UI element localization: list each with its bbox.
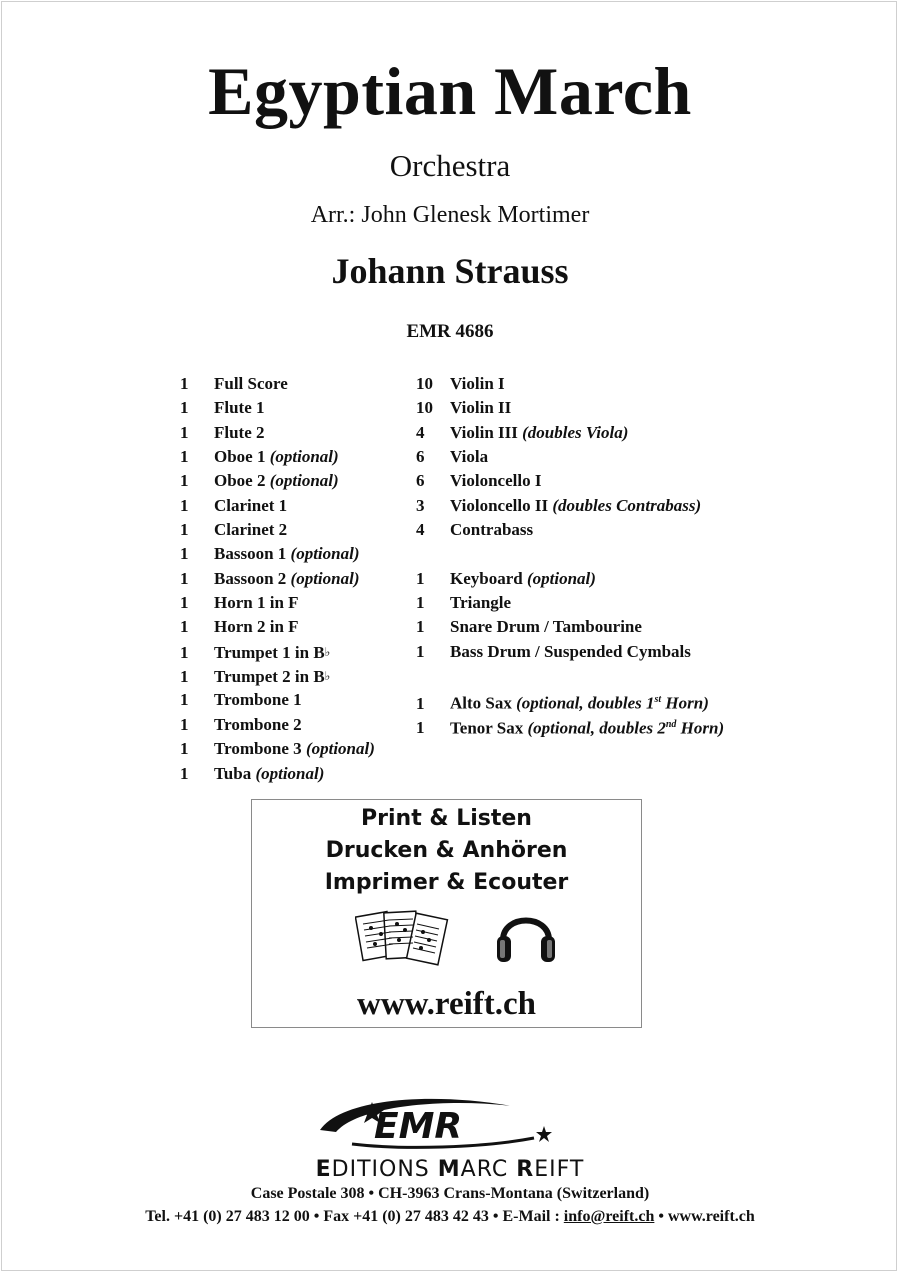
part-row: [416, 640, 724, 664]
part-name: Alto Sax: [450, 694, 517, 714]
part-quantity: 1: [180, 667, 189, 687]
part-row: [416, 445, 724, 469]
part-row: [180, 518, 375, 542]
part-note: (optional): [526, 568, 596, 588]
part-note: (optional, doubles 1: [516, 694, 655, 714]
part-quantity: 4: [416, 422, 425, 442]
part-row: [180, 762, 375, 786]
part-note: (optional): [290, 568, 360, 588]
part-quantity: 6: [416, 447, 425, 467]
part-name: Triangle: [450, 593, 512, 613]
part-row: [180, 615, 375, 639]
part-quantity: 1: [180, 739, 189, 759]
part-quantity: 1: [180, 544, 189, 564]
svg-text:EMR: EMR: [374, 1106, 463, 1147]
publisher-name: EDITIONS MARC REIFT: [315, 1157, 585, 1182]
part-quantity: 1: [416, 593, 425, 613]
part-name: Flute 2: [214, 422, 265, 442]
print-listen-box: [251, 799, 642, 1028]
part-quantity: 1: [180, 520, 189, 540]
part-row: [180, 542, 375, 566]
emr-logo: [312, 1092, 562, 1152]
part-name: Tenor Sax: [450, 718, 528, 738]
ordinal-suffix: nd: [665, 718, 677, 730]
part-quantity: 1: [416, 617, 425, 637]
part-row: [416, 567, 724, 591]
part-note: (doubles Viola): [522, 422, 629, 442]
part-name: Trombone 3: [214, 739, 306, 759]
contact-phone-fax: Tel. +41 (0) 27 483 12 00 • Fax +41 (0) 27 483 42 43 • E-Mail :: [145, 1208, 564, 1225]
part-row: [180, 713, 375, 737]
part-name: Violin II: [450, 398, 512, 418]
part-quantity: 1: [416, 694, 425, 714]
part-row: [416, 688, 724, 712]
parts-list-right: [416, 372, 724, 737]
part-row: [180, 421, 375, 445]
publisher-contact: [0, 1208, 900, 1226]
part-row: [180, 664, 375, 688]
part-quantity: 1: [180, 593, 189, 613]
part-name: Clarinet 1: [214, 495, 288, 515]
promo-line-2: Drucken & Anhören: [325, 838, 568, 863]
part-name: Violoncello I: [450, 471, 542, 491]
promo-website[interactable]: www.reift.ch: [356, 986, 537, 1022]
part-note: (optional): [255, 763, 325, 783]
part-name: Horn 2 in F: [214, 617, 299, 637]
part-row: [416, 664, 724, 688]
part-quantity: 1: [180, 617, 189, 637]
part-note-end: Horn): [676, 718, 725, 738]
part-name: Clarinet 2: [214, 520, 288, 540]
promo-line-1: Print & Listen: [361, 806, 532, 831]
part-row: [416, 591, 724, 615]
part-quantity: 1: [180, 447, 189, 467]
part-quantity: 4: [416, 520, 425, 540]
part-note: (optional): [290, 544, 360, 564]
part-quantity: 1: [180, 422, 189, 442]
part-name: Viola: [450, 447, 489, 467]
part-row: [180, 640, 375, 664]
part-quantity: 1: [180, 568, 189, 588]
part-note: (optional): [269, 447, 339, 467]
part-name: Violin III: [450, 422, 523, 442]
flat-symbol: ♭: [324, 644, 331, 659]
part-name: Violin I: [450, 374, 505, 393]
part-quantity: 1: [416, 641, 425, 661]
contact-email-link[interactable]: info@reift.ch: [563, 1208, 655, 1225]
arranger: Arr.: John Glenesk Mortimer: [310, 202, 590, 228]
part-name: Tuba: [214, 763, 256, 783]
part-row: [180, 737, 375, 761]
part-note: (optional): [269, 471, 339, 491]
publisher-address: Case Postale 308 • CH-3963 Crans-Montana (Switzerland): [250, 1185, 650, 1202]
part-name: Trumpet 2 in B: [214, 667, 325, 687]
part-row: [416, 469, 724, 493]
part-quantity: 10: [416, 374, 433, 393]
part-name: Trombone 2: [214, 714, 302, 734]
part-name: Bassoon 2: [214, 568, 291, 588]
part-name: Oboe 1: [214, 447, 270, 467]
part-name: Oboe 2: [214, 471, 270, 491]
part-name: Bass Drum / Suspended Cymbals: [450, 641, 691, 661]
part-name: Full Score: [214, 374, 288, 393]
part-row: [180, 591, 375, 615]
part-quantity: 1: [180, 642, 189, 662]
part-name: Keyboard: [450, 568, 527, 588]
part-quantity: 6: [416, 471, 425, 491]
part-name: Trumpet 1 in B: [214, 642, 325, 662]
part-row: [416, 396, 724, 420]
part-row: [416, 372, 724, 396]
part-row: [180, 396, 375, 420]
parts-list-left: [180, 372, 375, 786]
part-row: [180, 567, 375, 591]
part-note: (optional, doubles 2: [527, 718, 666, 738]
part-quantity: 1: [180, 398, 189, 418]
part-row: [416, 542, 724, 566]
composer: Johann Strauss: [331, 251, 569, 291]
flat-symbol: ♭: [324, 669, 331, 684]
part-note: (doubles Contrabass): [552, 495, 702, 515]
part-note: (optional): [305, 739, 375, 759]
page-title: Egyptian March: [208, 53, 692, 129]
part-row: [180, 372, 375, 396]
headphones-icon: [495, 900, 557, 968]
part-quantity: 1: [416, 568, 425, 588]
part-quantity: 10: [416, 398, 433, 418]
sheet-music-icon: [355, 904, 449, 980]
part-note-end: Horn): [661, 694, 709, 714]
part-name: Flute 1: [214, 398, 265, 418]
part-name: Contrabass: [450, 520, 534, 540]
part-quantity: 3: [416, 495, 425, 515]
contact-website[interactable]: • www.reift.ch: [654, 1208, 755, 1225]
part-name: Violoncello II: [450, 495, 553, 515]
part-name: Snare Drum / Tambourine: [450, 617, 642, 637]
ordinal-suffix: st: [654, 694, 662, 706]
part-row: [416, 518, 724, 542]
part-row: [180, 688, 375, 712]
subtitle: Orchestra: [389, 148, 511, 183]
part-row: [416, 713, 724, 737]
promo-line-3: Imprimer & Ecouter: [324, 870, 569, 895]
part-name: Horn 1 in F: [214, 593, 299, 613]
part-row: [416, 615, 724, 639]
part-quantity: 1: [416, 718, 425, 738]
part-row: [180, 469, 375, 493]
part-name: Bassoon 1: [214, 544, 291, 564]
part-quantity: 1: [180, 495, 189, 515]
part-row: [416, 421, 724, 445]
part-row: [180, 445, 375, 469]
part-quantity: 1: [180, 763, 189, 783]
part-quantity: 1: [180, 374, 189, 393]
part-quantity: 1: [180, 690, 189, 710]
part-row: [180, 494, 375, 518]
part-quantity: 1: [180, 714, 189, 734]
part-row: [416, 494, 724, 518]
part-quantity: 1: [180, 471, 189, 491]
catalog-number: EMR 4686: [406, 321, 494, 342]
part-name: Trombone 1: [214, 690, 302, 710]
